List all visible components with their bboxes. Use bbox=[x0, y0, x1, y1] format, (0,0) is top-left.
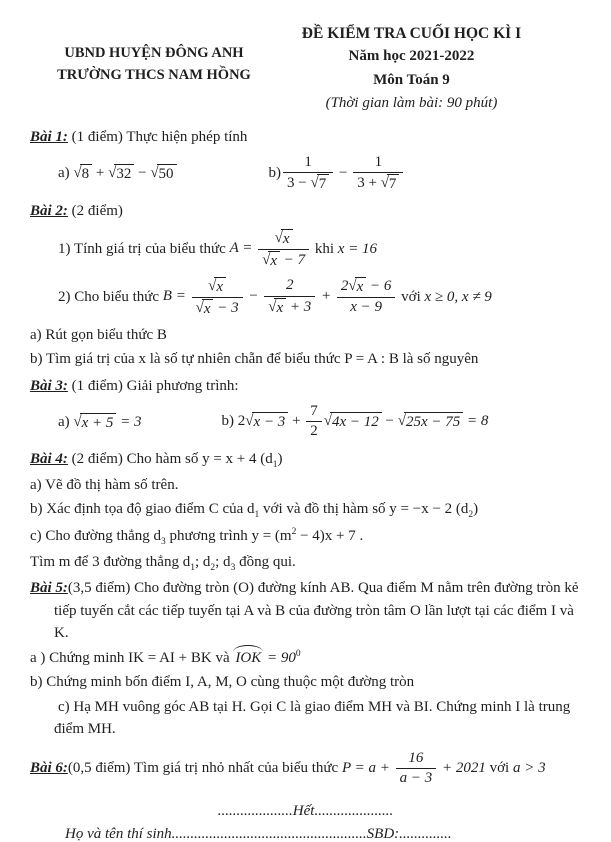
radical-sign: √ bbox=[397, 413, 406, 430]
subscript: 2 bbox=[468, 510, 474, 521]
fraction bbox=[353, 154, 403, 193]
q1-khi: khi bbox=[311, 240, 338, 257]
rhs: = 3 bbox=[116, 413, 142, 430]
numerator: 16 bbox=[396, 750, 437, 769]
sqrt-25x-minus-75 bbox=[398, 412, 464, 431]
section-4-intro: (2 điểm) Cho hàm số y = x + 4 (d bbox=[67, 450, 273, 467]
angle-iok: IOK bbox=[233, 647, 263, 670]
text: = 90 bbox=[263, 649, 296, 666]
text: với và đồ thị hàm số y = −x − 2 (d bbox=[259, 501, 469, 518]
numerator: 2 bbox=[264, 277, 315, 296]
section-5-heading bbox=[30, 577, 581, 645]
formula-1a bbox=[58, 162, 177, 185]
radicand: x + 5 bbox=[80, 413, 117, 432]
radical-sign: √ bbox=[150, 165, 159, 182]
radical-sign: √ bbox=[310, 175, 319, 191]
denominator: 2 bbox=[310, 423, 318, 440]
operator: − bbox=[138, 165, 147, 182]
radicand: x bbox=[214, 277, 226, 296]
subscript: 1 bbox=[190, 562, 195, 573]
fraction bbox=[192, 277, 243, 318]
radicand: x bbox=[355, 277, 367, 296]
radical-sign: √ bbox=[245, 413, 254, 430]
lhs: P = a + bbox=[341, 759, 394, 776]
radical-sign: √ bbox=[323, 413, 333, 430]
subscript: 3 bbox=[230, 562, 236, 573]
operator: + bbox=[292, 413, 301, 430]
sqrt-x bbox=[208, 277, 226, 296]
num-text: − 6 bbox=[366, 278, 392, 295]
section-5-label: Bài 5: bbox=[30, 580, 68, 596]
text: ; d bbox=[194, 553, 211, 570]
text: phương trình y = (m bbox=[165, 527, 292, 544]
sqrt-x bbox=[275, 229, 293, 248]
section-4-label: Bài 4: bbox=[30, 450, 68, 467]
section-4-d bbox=[30, 551, 581, 575]
operator: − bbox=[248, 288, 259, 305]
section-5-a bbox=[30, 647, 581, 670]
section-2-a: a) Rút gọn biểu thức B bbox=[30, 326, 167, 343]
section-3-intro: (1 điểm) Giải phương trình: bbox=[67, 377, 239, 394]
sqrt-7 bbox=[381, 174, 400, 193]
section-6-voi: với bbox=[485, 759, 513, 776]
section-1-heading bbox=[30, 126, 581, 149]
exam-header bbox=[30, 22, 581, 114]
text: đồng qui. bbox=[235, 553, 296, 570]
radical-sign: √ bbox=[73, 165, 82, 182]
denominator: a − 3 bbox=[399, 769, 433, 786]
text: b) Xác định tọa độ giao điểm C của d bbox=[30, 501, 255, 518]
sqrt-x bbox=[196, 299, 214, 318]
radical-sign: √ bbox=[208, 277, 217, 294]
sqrt-x-plus-5 bbox=[73, 413, 116, 432]
radicand: 25x − 75 bbox=[404, 412, 463, 431]
operator: + bbox=[321, 288, 332, 305]
radicand: 4x − 12 bbox=[330, 412, 382, 431]
section-4-c bbox=[30, 525, 581, 549]
formula-3a bbox=[58, 411, 142, 434]
radical-sign: √ bbox=[108, 165, 117, 182]
radicand: 50 bbox=[157, 164, 177, 183]
item-1a-label: a) bbox=[58, 165, 74, 182]
radicand: x bbox=[274, 298, 286, 317]
section-6-label: Bài 6: bbox=[30, 759, 68, 776]
section-4-a: a) Vẽ đồ thị hàm số trên. bbox=[30, 476, 179, 493]
section-5-c: c) Hạ MH vuông góc AB tại H. Gọi C là giao điểm MH và BI. Chứng minh I là trung điểm MH. bbox=[54, 698, 571, 737]
q2-condition: x ≥ 0, x ≠ 9 bbox=[424, 288, 492, 305]
section-5-intro: (3,5 điểm) Cho đường tròn (O) đường kính AB. Qua điểm M nằm trên đường tròn kẻ tiếp tuyến cắt các tiếp tuyến tại A và B của đường tròn tâm O lần lượt tại các điểm I và K. bbox=[54, 580, 579, 641]
numerator bbox=[258, 229, 309, 250]
text: a ) Chứng minh IK = AI + BK và bbox=[30, 649, 234, 666]
section-3-label: Bài 3: bbox=[30, 377, 68, 394]
sqrt-x bbox=[262, 251, 280, 270]
school-year: Năm học 2021-2022 bbox=[348, 48, 475, 65]
q2-formula bbox=[162, 277, 398, 317]
item-3b-label: b) bbox=[221, 413, 238, 430]
denominator bbox=[283, 173, 333, 193]
coefficient: 2 bbox=[237, 413, 246, 430]
section-2-q1 bbox=[58, 228, 581, 271]
subscript: 2 bbox=[210, 562, 216, 573]
den-text: 3 + bbox=[357, 175, 381, 191]
radicand: x bbox=[202, 299, 214, 318]
district-name: UBND HUYỆN ĐÔNG ANH bbox=[64, 45, 244, 61]
item-3a-label: a) bbox=[58, 413, 74, 430]
denominator bbox=[353, 173, 403, 193]
formula-6 bbox=[341, 749, 486, 786]
school-name: TRƯỜNG THCS NAM HỒNG bbox=[57, 67, 251, 84]
section-1-intro: (1 điểm) Thực hiện phép tính bbox=[67, 129, 248, 146]
numerator: 1 bbox=[283, 154, 333, 173]
operator: − bbox=[339, 164, 348, 181]
fraction bbox=[258, 229, 309, 270]
radical-sign: √ bbox=[262, 251, 271, 268]
radical-sign: √ bbox=[73, 413, 82, 430]
denominator: x − 9 bbox=[350, 299, 383, 316]
sqrt-8 bbox=[73, 164, 92, 183]
end-marker: ....................Hết..................... bbox=[217, 803, 394, 819]
section-6-intro: (0,5 điểm) Tìm giá trị nhỏ nhất của biểu thức bbox=[67, 759, 342, 776]
sqrt-x bbox=[268, 298, 286, 317]
text: Tìm m để 3 đường thẳng d bbox=[30, 553, 191, 570]
sqrt-x bbox=[348, 277, 366, 296]
subject-name: Môn Toán 9 bbox=[373, 71, 450, 88]
superscript: 2 bbox=[291, 526, 297, 537]
exam-duration: (Thời gian làm bài: 90 phút) bbox=[325, 94, 498, 111]
den-text: − 7 bbox=[279, 251, 306, 268]
text: ; d bbox=[215, 553, 231, 570]
section-2-b: b) Tìm giá trị của x là số tự nhiên chẵn để biểu thức P = A : B là số nguyên bbox=[30, 351, 479, 367]
fraction bbox=[306, 403, 322, 441]
section-3-heading bbox=[30, 375, 581, 398]
section-6-condition: a > 3 bbox=[512, 759, 546, 776]
fraction bbox=[396, 750, 437, 788]
lhs: B = bbox=[162, 288, 190, 305]
rhs: = 8 bbox=[463, 413, 489, 430]
radical-sign: √ bbox=[274, 229, 283, 246]
q1-text: 1) Tính giá trị của biểu thức bbox=[58, 240, 230, 257]
operator: + bbox=[95, 165, 105, 182]
subscript: 1 bbox=[254, 510, 260, 521]
candidate-name-line: Họ và tên thí sinh....................................................SBD:.............. bbox=[65, 825, 452, 842]
radicand: x bbox=[268, 251, 280, 270]
den-text: 3 − bbox=[287, 175, 311, 191]
sqrt-32 bbox=[108, 164, 134, 183]
subscript: 1 bbox=[272, 459, 278, 470]
radicand: 7 bbox=[317, 174, 330, 193]
radicand: 7 bbox=[387, 174, 400, 193]
section-2-q2 bbox=[58, 276, 581, 319]
header-right-block bbox=[278, 22, 581, 114]
numerator bbox=[337, 277, 396, 298]
radicand: x − 3 bbox=[252, 412, 289, 431]
section-2-heading bbox=[30, 200, 581, 223]
radicand: 32 bbox=[114, 164, 134, 183]
operator: − bbox=[385, 413, 395, 430]
radical-sign: √ bbox=[195, 299, 204, 316]
q1-condition: x = 16 bbox=[337, 240, 378, 257]
den-text: + 3 bbox=[286, 298, 312, 315]
section-6 bbox=[30, 749, 581, 789]
numerator: 1 bbox=[353, 154, 403, 173]
sqrt-4x-minus-12 bbox=[324, 412, 382, 431]
section-4-heading bbox=[30, 448, 581, 472]
formula-1b bbox=[269, 153, 406, 194]
degree-superscript: 0 bbox=[295, 648, 301, 659]
den-text: − 3 bbox=[213, 299, 239, 316]
sqrt-x-minus-3 bbox=[245, 412, 288, 431]
fraction bbox=[283, 154, 333, 193]
rhs: + 2021 bbox=[438, 759, 486, 776]
exam-title: ĐỀ KIỂM TRA CUỐI HỌC KÌ I bbox=[301, 25, 522, 42]
lhs: A = bbox=[229, 240, 257, 257]
q1-formula bbox=[229, 229, 312, 269]
num-text: 2 bbox=[340, 278, 349, 295]
item-1b-label: b) bbox=[268, 164, 282, 181]
subscript: 3 bbox=[161, 536, 166, 547]
q2-voi: với bbox=[397, 288, 425, 305]
section-3-formula-row bbox=[58, 402, 581, 442]
radical-sign: √ bbox=[380, 175, 389, 191]
section-5-b: b) Chứng minh bốn điểm I, A, M, O cùng thuộc một đường tròn bbox=[30, 674, 415, 690]
section-4-intro-close: ) bbox=[277, 450, 283, 467]
radicand: x bbox=[281, 229, 293, 248]
sqrt-50 bbox=[150, 164, 176, 183]
section-2-label: Bài 2: bbox=[30, 203, 68, 219]
radical-sign: √ bbox=[268, 298, 277, 315]
numerator bbox=[192, 277, 243, 298]
fraction bbox=[264, 277, 315, 316]
section-4-b bbox=[30, 498, 581, 522]
formula-3b bbox=[222, 402, 489, 442]
q2-text: 2) Cho biểu thức bbox=[58, 288, 163, 305]
text: c) Cho đường thẳng d bbox=[30, 527, 162, 544]
radical-sign: √ bbox=[348, 278, 357, 295]
sqrt-7 bbox=[311, 174, 330, 193]
radicand: 8 bbox=[80, 164, 93, 183]
text: ) bbox=[473, 501, 479, 518]
header-left-block bbox=[30, 22, 278, 114]
denominator bbox=[258, 250, 309, 270]
denominator bbox=[192, 298, 243, 318]
text: − 4)x + 7 . bbox=[296, 527, 364, 544]
fraction bbox=[337, 277, 396, 316]
denominator bbox=[264, 297, 315, 317]
section-1-formula-row bbox=[58, 153, 581, 194]
section-2-intro: (2 điểm) bbox=[67, 203, 123, 219]
numerator: 7 bbox=[306, 403, 322, 422]
section-1-label: Bài 1: bbox=[30, 129, 68, 146]
